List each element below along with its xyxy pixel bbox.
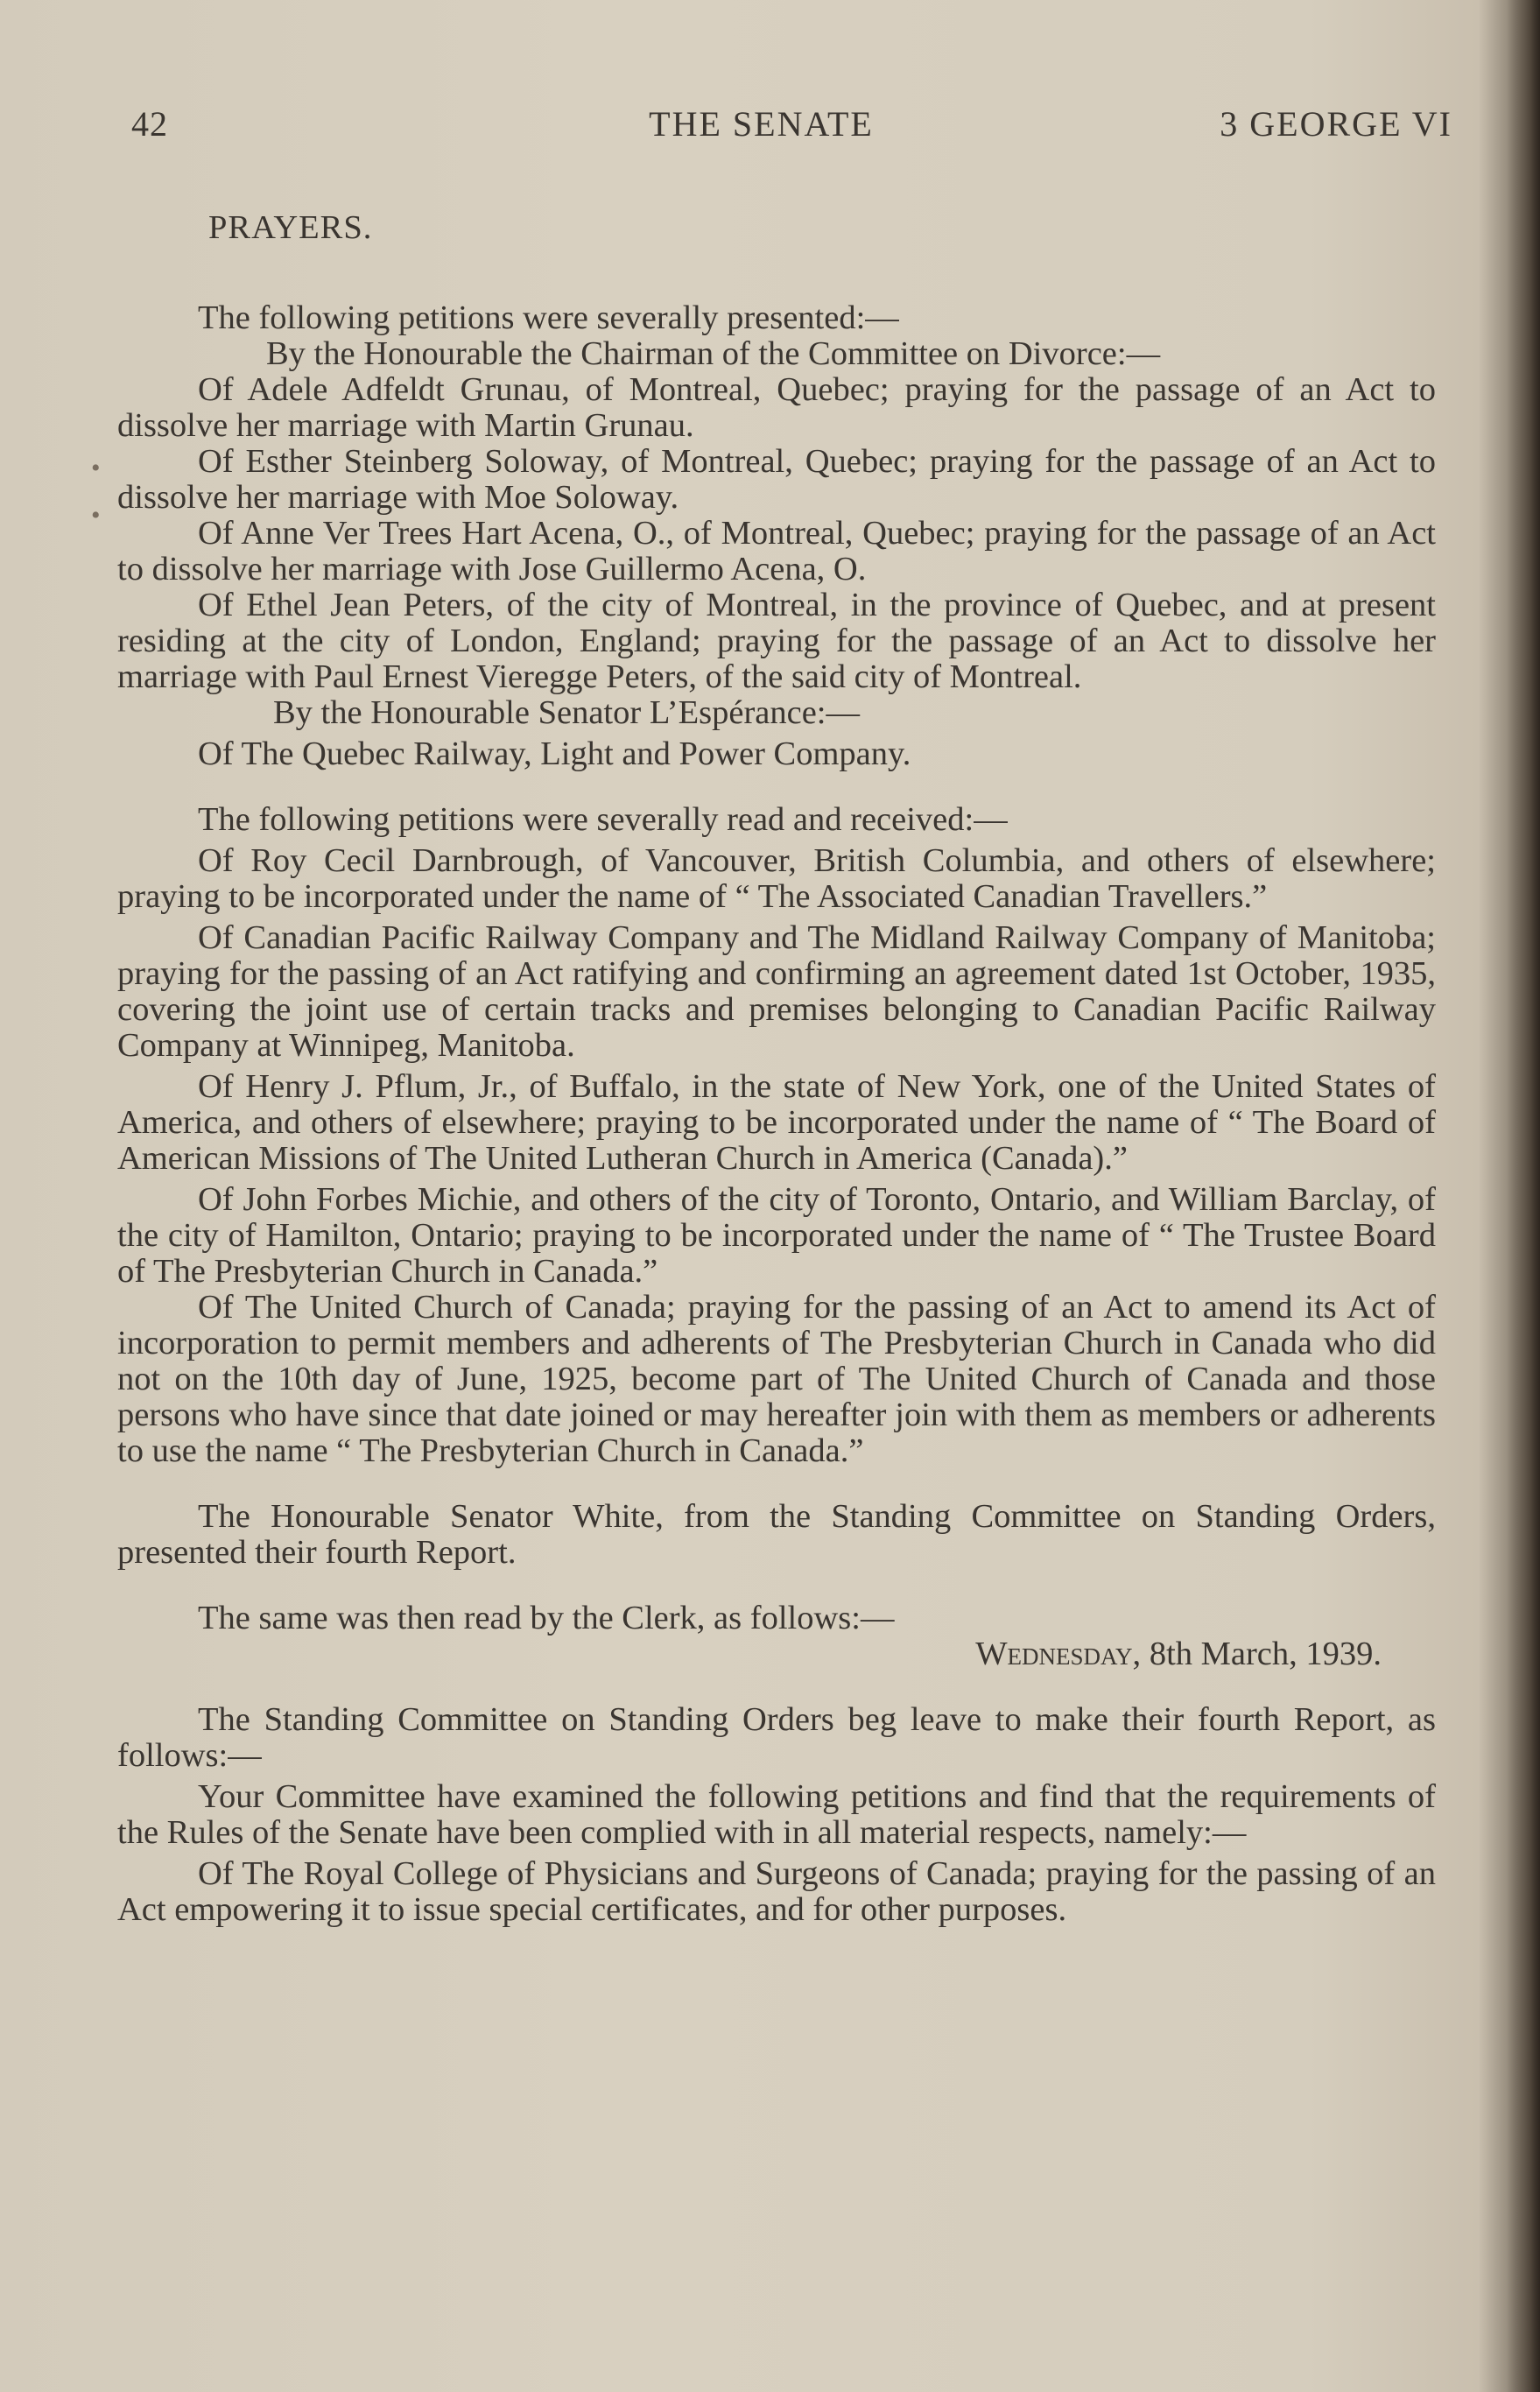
read-by-clerk: The same was then read by the Clerk, as follows:— <box>198 1600 895 1636</box>
regnal-year: 3 GEORGE VI <box>1220 104 1452 144</box>
divorce-petition: Of Anne Ver Trees Hart Acena, O., of Montreal, Quebec; praying for the passage of an Act to dissolve her marriage with Jose Guillermo Acena, O. <box>117 515 1436 587</box>
received-petition: Of Canadian Pacific Railway Company and The Midland Railway Company of Manitoba; praying for the passing of an Act ratifying and confirming an agreement dated 1st October, 1935, covering the joint use of certain tracks and premises belonging to Canadian Pacific Railway Company at Winnipeg, Manitoba. <box>117 919 1436 1064</box>
prayers-heading: PRAYERS. <box>208 209 373 246</box>
received-petition: Of Henry J. Pflum, Jr., of Buffalo, in the state of New York, one of the United States of America, and others of elsewhere; praying to be incorporated under the name of “ The Board of American Missions of The United Lutheran Church in America (Canada).” <box>117 1068 1436 1177</box>
received-petition: Of The United Church of Canada; praying for the passing of an Act to amend its Act of incorporation to permit members and adherents of The Presbyterian Church in Canada who did not on the 10th day of June, 1925, become part of The United Church of Canada and those persons who have since that date joined or may hereafter join with them as members or adherents to use the name “ The Presbyterian Church in Canada.” <box>117 1289 1436 1469</box>
running-title: THE SENATE <box>649 104 874 144</box>
received-petition: Of Roy Cecil Darnbrough, of Vancouver, British Columbia, and others of elsewhere; praying to be incorporated under the name of “ The Associated Canadian Travellers.” <box>117 842 1436 915</box>
by-senator-lesperance: By the Honourable Senator L’Espérance:— <box>273 694 860 731</box>
quebec-railway-petition: Of The Quebec Railway, Light and Power Company. <box>198 735 911 772</box>
royal-college-petition: Of The Royal College of Physicians and Surgeons of Canada; praying for the passing of an Act empowering it to issue special certificates, and for other purposes. <box>117 1855 1436 1928</box>
margin-dot-mark: • <box>91 501 101 530</box>
committee-report-intro: The Standing Committee on Standing Orders beg leave to make their fourth Report, as follows:— <box>117 1701 1436 1774</box>
senator-white-report: The Honourable Senator White, from the Standing Committee on Standing Orders, presented their fourth Report. <box>117 1498 1436 1571</box>
page-number: 42 <box>131 104 168 144</box>
petitions-read-intro: The following petitions were severally read and received:— <box>198 801 1008 838</box>
petitions-presented-intro: The following petitions were severally presented:— <box>198 299 899 336</box>
received-petition: Of John Forbes Michie, and others of the city of Toronto, Ontario, and William Barclay, of the city of Hamilton, Ontario; praying to be incorporated under the name of “ The Trustee Board of The Presbyterian Church in Canada.” <box>117 1181 1436 1290</box>
report-date-rest: 8th March, 1939. <box>1149 1636 1382 1672</box>
committee-examined: Your Committee have examined the following petitions and find that the requirements of the Rules of the Senate have been complied with in all material respects, namely:— <box>117 1778 1436 1851</box>
divorce-petition: Of Ethel Jean Peters, of the city of Montreal, in the province of Quebec, and at present residing at the city of London, England; praying for the passage of an Act to dissolve her marriage with Paul Ernest Vieregge Peters, of the said city of Montreal. <box>117 587 1436 695</box>
report-date <box>117 1636 1436 1672</box>
divorce-petition: Of Esther Steinberg Soloway, of Montreal, Quebec; praying for the passage of an Act to dissolve her marriage with Moe Soloway. <box>117 443 1436 516</box>
by-chairman-divorce: By the Honourable the Chairman of the Committee on Divorce:— <box>266 335 1161 372</box>
report-date-day: Wednesday, <box>975 1636 1142 1672</box>
divorce-petition: Of Adele Adfeldt Grunau, of Montreal, Quebec; praying for the passage of an Act to dissolve her marriage with Martin Grunau. <box>117 371 1436 444</box>
margin-dot-mark: • <box>91 454 101 482</box>
journal-text <box>117 210 1436 1928</box>
page-edge-shadow <box>1507 0 1540 2392</box>
